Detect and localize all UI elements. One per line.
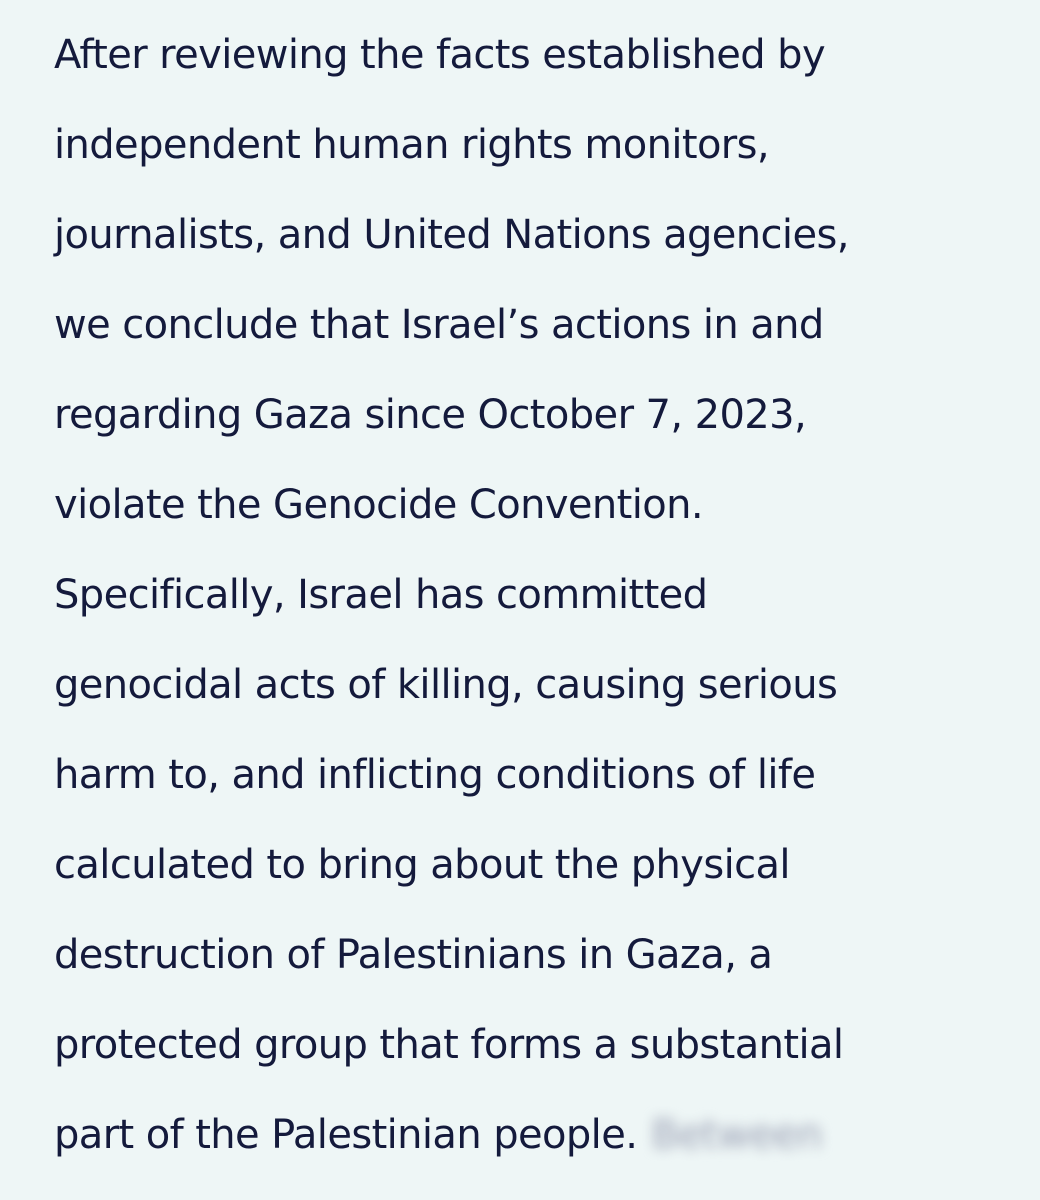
paragraph-line-6: violate the Genocide Convention.: [54, 482, 704, 528]
paragraph-line-12: protected group that forms a substantial: [54, 1022, 844, 1068]
paragraph-line-9: harm to, and inflicting conditions of life: [54, 752, 816, 798]
paragraph-line-7: Specifically, Israel has committed: [54, 572, 708, 618]
paragraph-line-13-text: part of the Palestinian people.: [54, 1112, 638, 1158]
paragraph-line-5: regarding Gaza since October 7, 2023,: [54, 392, 807, 438]
paragraph-line-13: [54, 1090, 1014, 1180]
paragraph-line-1: After reviewing the facts established by: [54, 32, 826, 78]
article-paragraph: [54, 10, 1014, 1180]
paragraph-line-2: independent human rights monitors,: [54, 122, 770, 168]
paragraph-line-11: destruction of Palestinians in Gaza, a: [54, 932, 773, 978]
blurred-continuation-text: Between: [651, 1112, 823, 1158]
paragraph-line-10: calculated to bring about the physical: [54, 842, 790, 888]
paragraph-line-3: journalists, and United Nations agencies,: [54, 212, 849, 258]
paragraph-line-4: we conclude that Israel’s actions in and: [54, 302, 824, 348]
paragraph-line-8: genocidal acts of killing, causing serious: [54, 662, 838, 708]
